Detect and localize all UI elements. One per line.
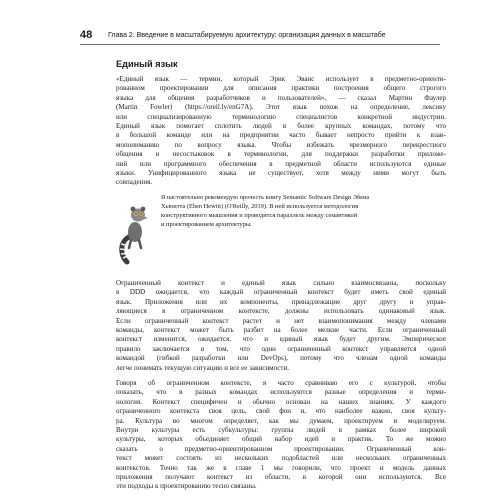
text-line: контекстов. Точно так же в главе 1 мы говорили, что проект и модель данных [116,463,446,472]
note-line: Хьюитта (Eben Hewitt) (O'Reilly, 2019). В ней используется методология [161,202,359,210]
note-line: Я настоятельно рекомендую прочесть книгу Semantic Software Design Эбена [161,194,370,201]
text-line: языки. Унифицированного языка не существует, хотя между ними могут быть [116,169,446,178]
text-line: контекст изменится, ожидается, что и единый язык будет другим. Эмпирическое [116,335,446,344]
text-line: ний или программного обеспечения в предметной области используются единые [116,159,446,168]
text-line: показать, что в разных командах используются разные определения и терми- [116,388,446,397]
text-line: Если ограниченный контекст растет и нет взаимопонимания между членами [116,316,446,325]
text-line: текст может состоять из нескольких подобластей или нескольких ограниченных [116,454,446,463]
text-line: приложения получают контекст из области, в которой они используются. Все [116,473,446,482]
text-line: рованном проектировании для описания практики построения общего строгого [116,84,446,93]
text-line: общения и несостыковок в терминологии, для поддержки разработки приложе- [116,150,446,159]
note-line: конструктивного мышления и проводится параллель между семантикой [161,211,358,219]
text-line: мопониманию по вопросу языка. Чтобы избежать чрезмерного перекрестного [116,140,446,149]
text-line: в большой команде или на предприятии часто бывает непросто прийти к взаи- [116,131,446,140]
paragraph-2 [116,279,446,373]
paragraph-1 [116,75,446,188]
text-line: языка для общения разработчиков и пользователей», — сказал Мартин Фаулер [116,93,446,102]
text-line: ра. Культура во многом определяет, как мы думаем, проектируем и моделируем. [116,416,446,425]
page-header [80,28,440,42]
text-line: совпадения. [116,178,153,187]
text-line: Внутри культуры есть субкультуры: группы людей в рамках более широкой [116,426,446,435]
text-line: в DDD ожидается, что каждый ограниченный контекст будет иметь свой единый [116,288,446,297]
running-head: Глава 2. Введение в масштабируемую архитектуру: организация данных в масштабе [108,30,386,39]
note-line: и проектированием архитектуры. [161,220,252,228]
lemur-icon [116,196,150,266]
text-line: легче понимать текущую ситуацию и все ее зависимости. [116,363,290,372]
text-line: культуры, которых объединяет общий набор идей и практик. То же можно [116,435,446,444]
text-line: ограниченного контекста своя цель, свой фон и, что наиболее важно, своя культу- [116,407,446,416]
page-number: 48 [80,29,93,41]
text-line: командой (гибкой разработки или DevOps), потому что членам одной команды [116,354,446,363]
tip-note [116,194,446,268]
text-line: «Единый язык — термин, который Эрик Эванс использует в предметно-ориенти- [116,75,446,83]
text-line: Ограниченный контекст и единый язык сильно взаимосвязаны, поскольку [116,279,446,287]
note-text [161,194,446,230]
header-rule [80,44,440,45]
text-line: (Martin Fowler) (https://oreil.ly/enG7A). Этот язык похож на определение, лексику [116,103,446,112]
text-line: эти подходы к проектированию тесно связаны. [116,482,257,491]
text-line: сказать о предметно-ориентированном проектировании. Ограниченный кон- [116,444,446,453]
text-line: команды, контекст может быть разбит на более мелкие части. Если ограниченный [116,326,446,335]
paragraph-3 [116,379,446,492]
text-line: язык. Приложения или их компоненты, принадлежащие друг другу и управ- [116,297,446,306]
text-line: нология. Контекст специфичен и обычно основан на наших знаниях. У каждого [116,397,446,406]
text-line: Говоря об ограниченном контексте, я часто сравниваю его с культурой, чтобы [116,379,446,387]
text-line: правило заключается в том, что один ограниченный контекст управляется одной [116,344,446,353]
section-heading: Единый язык [116,59,178,69]
text-line: Единый язык помогает сплотить людей в более крупных командах, потому что [116,122,446,131]
text-line: или специализированную терминологию специалистов конкретной индустрии. [116,112,446,121]
text-line: ляющиеся в ограниченном контексте, должны использовать одинаковый язык. [116,307,446,316]
